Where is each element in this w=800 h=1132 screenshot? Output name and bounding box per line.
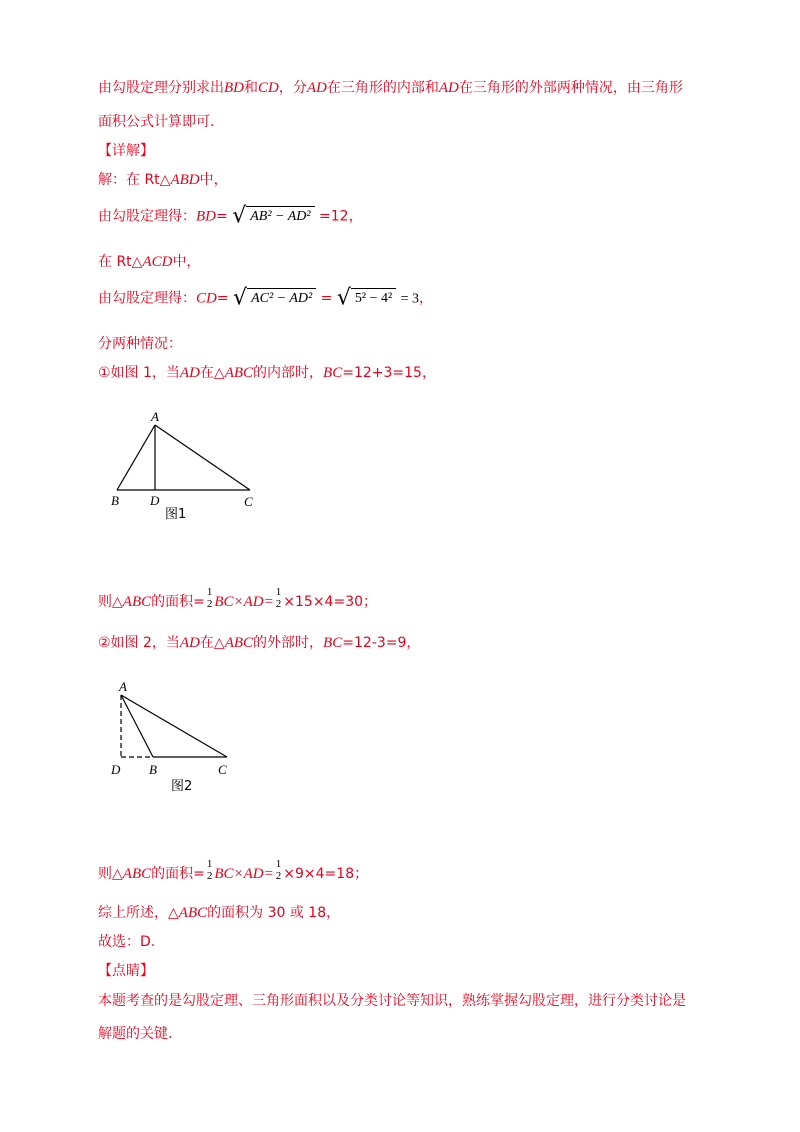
- text: 中，: [199, 172, 228, 188]
- text: =: [216, 290, 229, 307]
- fraction-half: [207, 858, 213, 882]
- text: 综上所述，△: [98, 905, 179, 921]
- step-1: [98, 170, 228, 190]
- result: =12，: [319, 208, 363, 225]
- text: 在 Rt△: [98, 254, 143, 270]
- sqrt-expression-2: √ 5² − 4²: [337, 288, 396, 309]
- comment-heading: 【点睛】: [98, 963, 154, 979]
- text: 的面积为 30 或 18，: [207, 905, 341, 921]
- label-d: D: [111, 762, 121, 777]
- radicand: AC² − AD²: [247, 288, 316, 309]
- label-b: B: [149, 762, 157, 777]
- expression: BC×AD=: [214, 594, 274, 610]
- text: ，: [419, 290, 434, 307]
- label-c: C: [244, 494, 253, 509]
- label-d: D: [150, 493, 160, 508]
- intro-line-2: 面积公式计算即可.: [98, 114, 215, 130]
- side-ab: [117, 425, 155, 490]
- triangle-name: ACD: [142, 254, 173, 270]
- text: 和: [244, 80, 258, 96]
- text: 则△: [98, 866, 123, 882]
- text: 则△: [98, 594, 123, 610]
- label-c: C: [218, 762, 227, 777]
- segment-ad: AD: [306, 80, 327, 96]
- text: 由勾股定理得：: [98, 290, 196, 307]
- fraction-half: [207, 586, 213, 610]
- segment-ad: AD: [179, 365, 200, 381]
- step-3: [98, 252, 200, 272]
- figure-caption: 图2: [171, 779, 193, 794]
- label-a: A: [151, 409, 159, 424]
- case-2: [98, 633, 420, 653]
- numerator: 1: [206, 586, 213, 598]
- denominator: 2: [206, 870, 213, 882]
- triangle-name: ABC: [224, 365, 254, 381]
- text: ①如图 1，当: [98, 365, 180, 381]
- text: 在△: [199, 635, 225, 651]
- triangle-name: ABC: [178, 905, 208, 921]
- result: = 3: [400, 291, 420, 307]
- numerator: 1: [206, 858, 213, 870]
- segment-bd: BD: [196, 208, 216, 225]
- segment-bd: BD: [224, 80, 244, 96]
- text: 在△: [199, 365, 225, 381]
- text: 由勾股定理分别求出: [98, 80, 224, 96]
- radicand: AB² − AD²: [246, 206, 314, 227]
- text: 中，: [172, 254, 201, 270]
- area-2: [98, 858, 369, 886]
- segment-cd: CD: [196, 290, 217, 307]
- triangle-name: ABC: [122, 594, 152, 610]
- cases-intro: 分两种情况：: [98, 336, 182, 352]
- text: 的外部时，: [253, 635, 324, 651]
- fraction-half: [276, 858, 282, 882]
- text: 在三角形的外部两种情况，由三角形: [458, 80, 683, 96]
- text: ，分: [278, 80, 307, 96]
- triangle-name: ABC: [224, 635, 254, 651]
- denominator: 2: [275, 598, 282, 610]
- segment-ad: AD: [179, 635, 200, 651]
- figure-caption: 图1: [165, 507, 187, 522]
- text: 由勾股定理得：: [98, 208, 196, 225]
- summary: [98, 903, 340, 923]
- text: ②如图 2，当: [98, 635, 180, 651]
- label-a: A: [119, 679, 127, 694]
- text: 的面积=: [151, 866, 205, 882]
- text: 在三角形的内部和: [326, 80, 439, 96]
- calc: =12-3=9，: [342, 635, 421, 651]
- intro-line-1: [98, 78, 683, 98]
- fraction-half: [276, 586, 282, 610]
- text: 解：在 Rt△: [98, 172, 171, 188]
- side-ac: [155, 425, 250, 490]
- radicand: 5² − 4²: [351, 288, 396, 309]
- figure-2: [105, 677, 245, 797]
- case-1: [98, 363, 436, 383]
- figure-1: [105, 408, 275, 526]
- triangle-name: ABD: [170, 172, 200, 188]
- segment-bc: BC: [323, 635, 343, 651]
- step-2: [98, 203, 363, 229]
- segment-ad: AD: [438, 80, 459, 96]
- text: =: [320, 290, 333, 307]
- sqrt-expression: √ AC² − AD²: [233, 288, 316, 309]
- text: 的内部时，: [253, 365, 324, 381]
- calc: ×9×4=18；: [283, 866, 369, 882]
- sqrt-expression: √ AB² − AD²: [232, 206, 314, 227]
- expression: BC×AD=: [214, 866, 274, 882]
- numerator: 1: [275, 858, 282, 870]
- text: 的面积=: [151, 594, 205, 610]
- segment-bc: BC: [323, 365, 343, 381]
- text: =: [216, 208, 228, 225]
- calc: =12+3=15，: [342, 365, 436, 381]
- comment-line-1: 本题考查的是勾股定理、三角形面积以及分类讨论等知识，熟练掌握勾股定理，进行分类讨论是: [98, 993, 686, 1009]
- denominator: 2: [275, 870, 282, 882]
- denominator: 2: [206, 598, 213, 610]
- area-1: [98, 586, 378, 614]
- answer: 故选：D.: [98, 934, 156, 950]
- numerator: 1: [275, 586, 282, 598]
- step-4: [98, 285, 434, 311]
- label-b: B: [111, 493, 119, 508]
- calc: ×15×4=30；: [283, 594, 378, 610]
- segment-cd: CD: [258, 80, 279, 96]
- detail-heading: 【详解】: [98, 143, 154, 159]
- comment-line-2: 解题的关键.: [98, 1026, 173, 1042]
- triangle-name: ABC: [122, 866, 152, 882]
